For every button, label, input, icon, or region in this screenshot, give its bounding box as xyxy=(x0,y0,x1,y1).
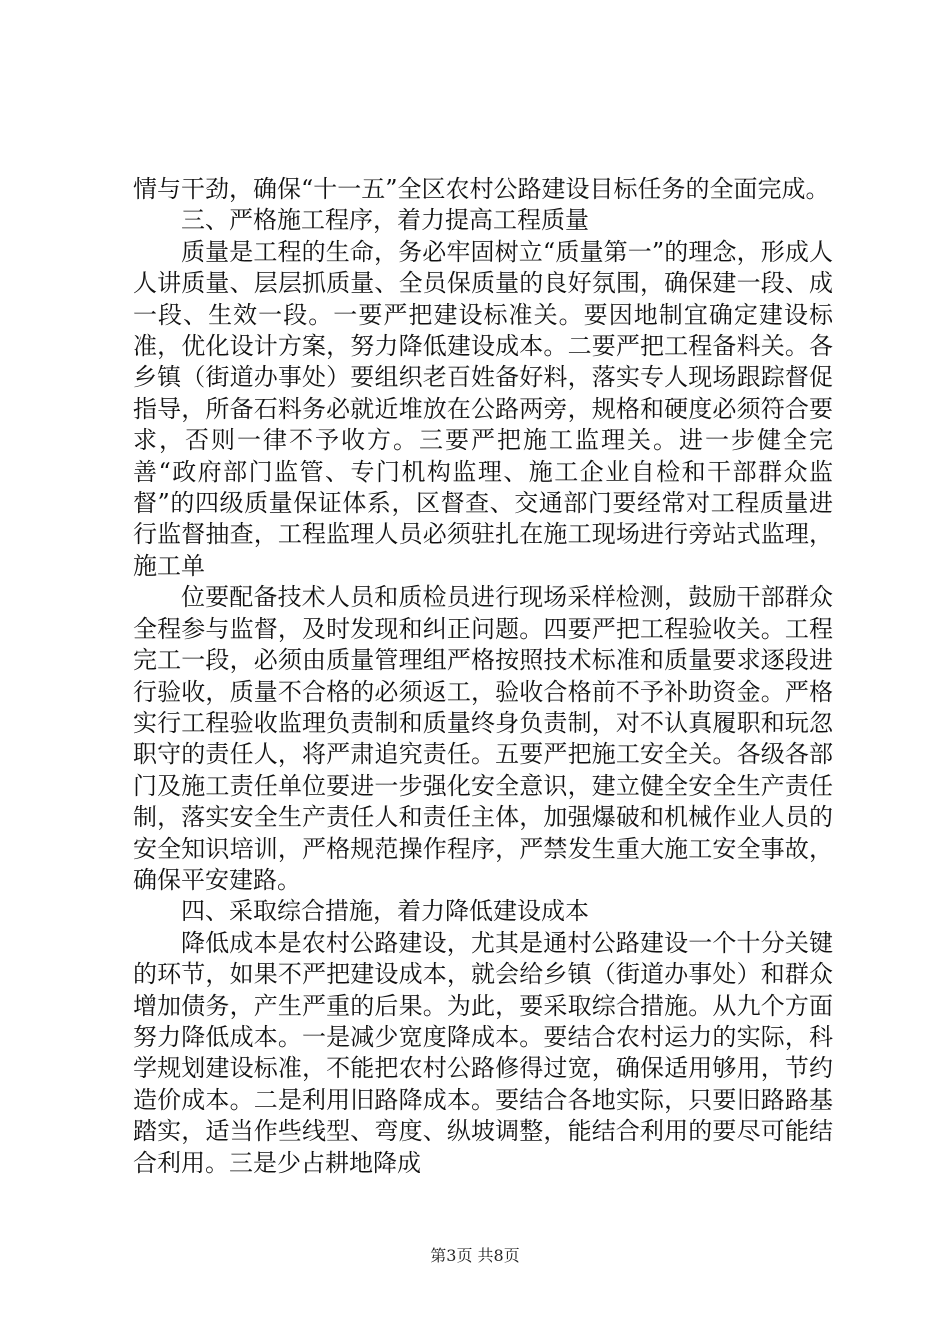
document-body xyxy=(133,174,833,1179)
page-number-footer: 第3页 共8页 xyxy=(430,1246,520,1265)
section-heading-3: 三、严格施工程序，着力提高工程质量 xyxy=(181,206,589,235)
paragraph-quality: 质量是工程的生命，务必牢固树立“质量第一”的理念，形成人人讲质量、层层抓质量、全员保质量的良好氛围，确保建一段、成一段、生效一段。一要严把建设标准关。要因地制宜确定建设标准，优化设计方案，努力降低建设成本。二要严把工程备料关。各乡镇（街道办事处）要组织老百姓备好料，落实专人现场跟踪督促指导，所备石料务必就近堆放在公路两旁，规格和硬度必须符合要求，否则一律不予收方。三要严把施工监理关。进一步健全完善“政府部门监管、专门机构监理、施工企业自检和干部群众监督”的四级质量保证体系，区督查、交通部门要经常对工程质量进行监督抽查，工程监理人员必须驻扎在施工现场进行旁站式监理，施工单 xyxy=(133,237,833,580)
paragraph-cost: 降低成本是农村公路建设，尤其是通村公路建设一个十分关键的环节，如果不严把建设成本，就会给乡镇（街道办事处）和群众增加债务，产生严重的后果。为此，要采取综合措施。从九个方面努力降低成本。一是减少宽度降成本。要结合农村运力的实际，科学规划建设标准，不能把农村公路修得过宽，确保适用够用，节约造价成本。二是利用旧路降成本。要结合各地实际，只要旧路路基踏实，适当作些线型、弯度、纵坡调整，能结合利用的要尽可能结合利用。三是少占耕地降成 xyxy=(133,928,833,1177)
paragraph-quality-continued: 位要配备技术人员和质检员进行现场采样检测，鼓励干部群众全程参与监督，及时发现和纠正问题。四要严把工程验收关。工程完工一段，必须由质量管理组严格按照技术标准和质量要求逐段进行验收，质量不合格的必须返工，验收合格前不予补助资金。严格实行工程验收监理负责制和质量终身负责制，对不认真履职和玩忽职守的责任人，将严肃追究责任。五要严把施工安全关。各级各部门及施工责任单位要进一步强化安全意识，建立健全安全生产责任制，落实安全生产责任人和责任主体，加强爆破和机械作业人员的安全知识培训，严格规范操作程序，严禁发生重大施工安全事故，确保平安建路。 xyxy=(133,583,833,894)
paragraph-continued: 情与干劲，确保“十一五”全区农村公路建设目标任务的全面完成。 xyxy=(133,175,830,203)
section-heading-4: 四、采取综合措施，着力降低建设成本 xyxy=(181,897,589,926)
